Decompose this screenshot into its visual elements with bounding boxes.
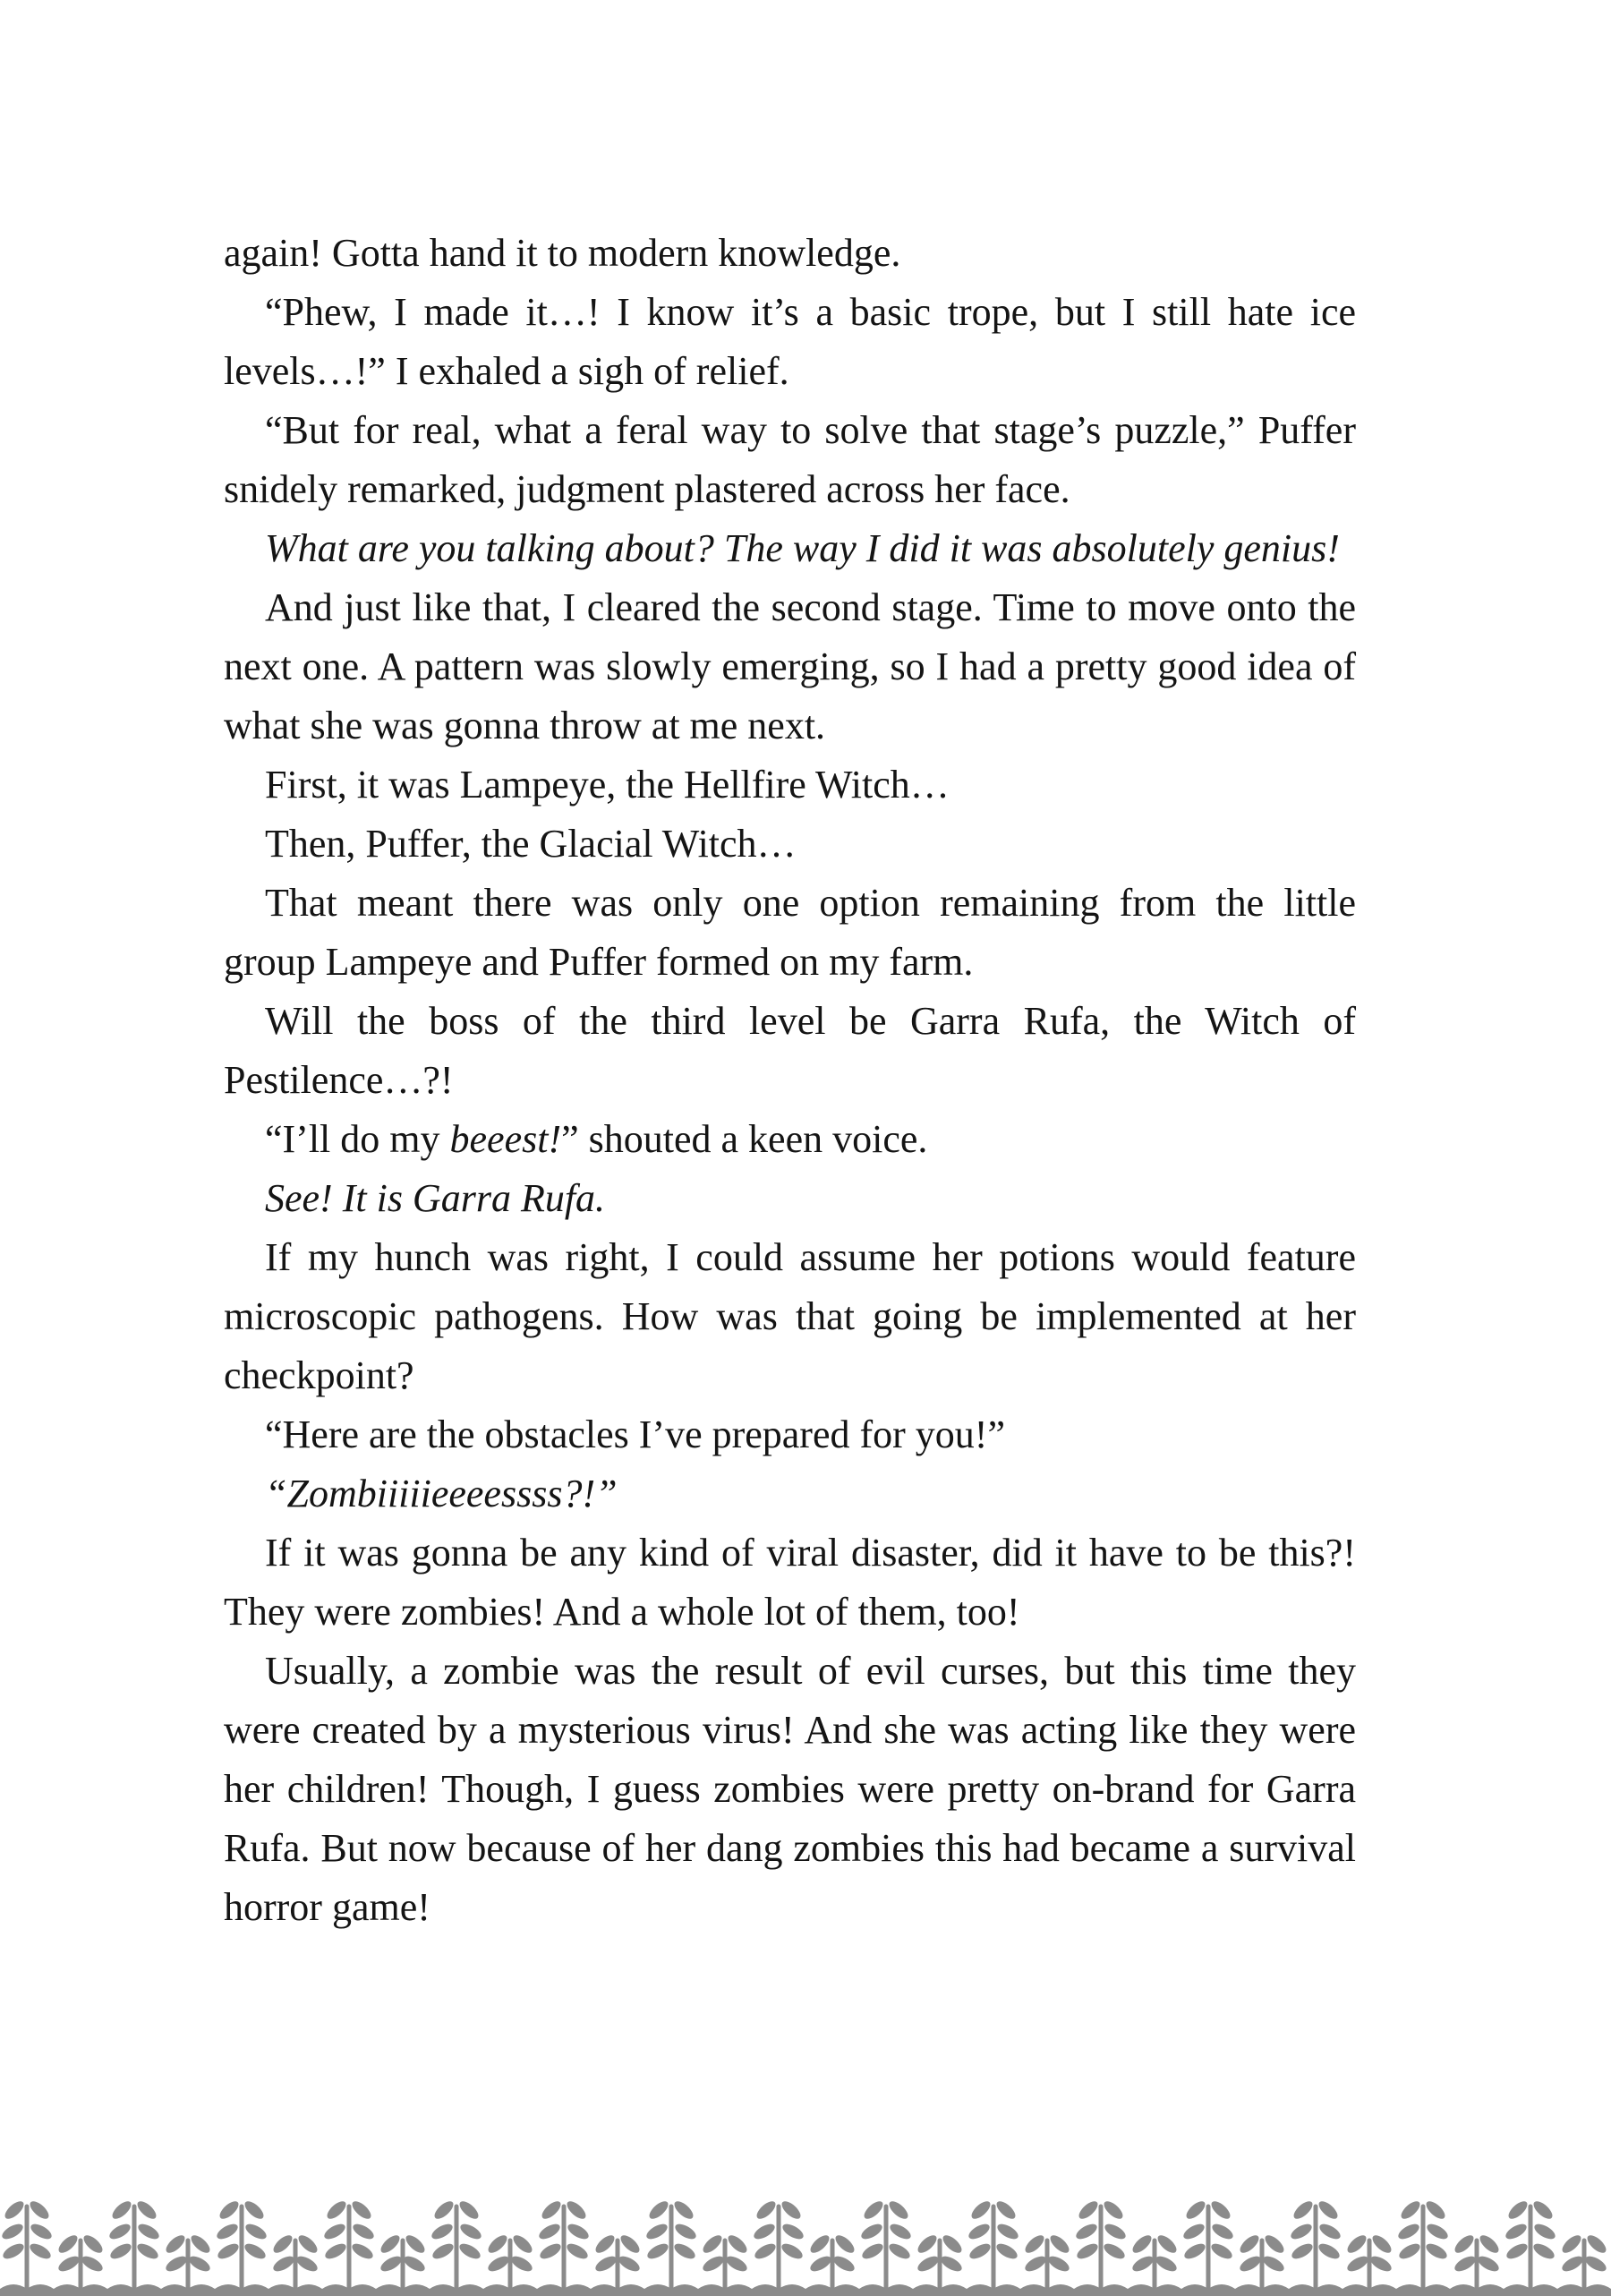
body-text: again! Gotta hand it to modern knowledge. <box>224 231 901 275</box>
paragraph <box>224 1642 1356 1937</box>
paragraph <box>224 1524 1356 1642</box>
body-text: Usually, a zombie was the result of evil curses, but this time they were created by a mysterious virus! And she was acting like they were her children! Though, I guess zombies were pretty on-brand for Garra Rufa. But now because of her dang zombies this had became a survival horror game! <box>224 1649 1356 1929</box>
body-text: That meant there was only one option remaining from the little group Lampeye and Puffer formed on my farm. <box>224 881 1356 984</box>
body-text: And just like that, I cleared the second stage. Time to move onto the next one. A pattern was slowly emerging, so I had a pretty good idea of what she was gonna throw at me next. <box>224 585 1356 747</box>
body-text: If my hunch was right, I could assume her potions would feature microscopic pathogens. How was that going be implemented at her checkpoint? <box>224 1235 1356 1397</box>
body-text: “I’ll do my <box>265 1117 450 1161</box>
paragraph <box>224 1110 1356 1169</box>
body-text: If it was gonna be any kind of viral disaster, did it have to be this?! They were zombies! And a whole lot of them, too! <box>224 1531 1356 1634</box>
body-text: “Here are the obstacles I’ve prepared for you!” <box>265 1413 1005 1456</box>
body-text: “Phew, I made it…! I know it’s a basic trope, but I still hate ice levels…!” I exhaled a sigh of relief. <box>224 290 1356 393</box>
page-text <box>224 224 1356 1937</box>
body-text: First, it was Lampeye, the Hellfire Witch… <box>265 763 950 807</box>
paragraph <box>224 401 1356 519</box>
paragraph <box>224 874 1356 992</box>
paragraph <box>224 1228 1356 1405</box>
paragraph <box>224 992 1356 1110</box>
paragraph <box>224 519 1356 578</box>
body-text: ” shouted a keen voice. <box>561 1117 928 1161</box>
paragraph <box>224 1405 1356 1464</box>
sprout-border-decoration <box>0 2196 1611 2296</box>
paragraph <box>224 224 1356 283</box>
italic-text: See! It is Garra Rufa. <box>265 1176 606 1220</box>
body-text: Will the boss of the third level be Garra Rufa, the Witch of Pestilence…?! <box>224 999 1356 1102</box>
italic-text: What are you talking about? The way I did it was absolutely genius! <box>265 526 1340 570</box>
paragraph <box>224 1464 1356 1524</box>
paragraph <box>224 1169 1356 1228</box>
paragraph <box>224 578 1356 755</box>
paragraph <box>224 283 1356 401</box>
italic-text: “Zombiiiiieeeessss?!” <box>265 1472 618 1515</box>
sprout-border-fill <box>0 2196 1611 2296</box>
body-text: Then, Puffer, the Glacial Witch… <box>265 822 797 866</box>
paragraph <box>224 815 1356 874</box>
body-text: “But for real, what a feral way to solve that stage’s puzzle,” Puffer snidely remarked, judgment plastered across her face. <box>224 408 1356 511</box>
paragraph <box>224 755 1356 815</box>
italic-text: beeest! <box>449 1117 562 1161</box>
